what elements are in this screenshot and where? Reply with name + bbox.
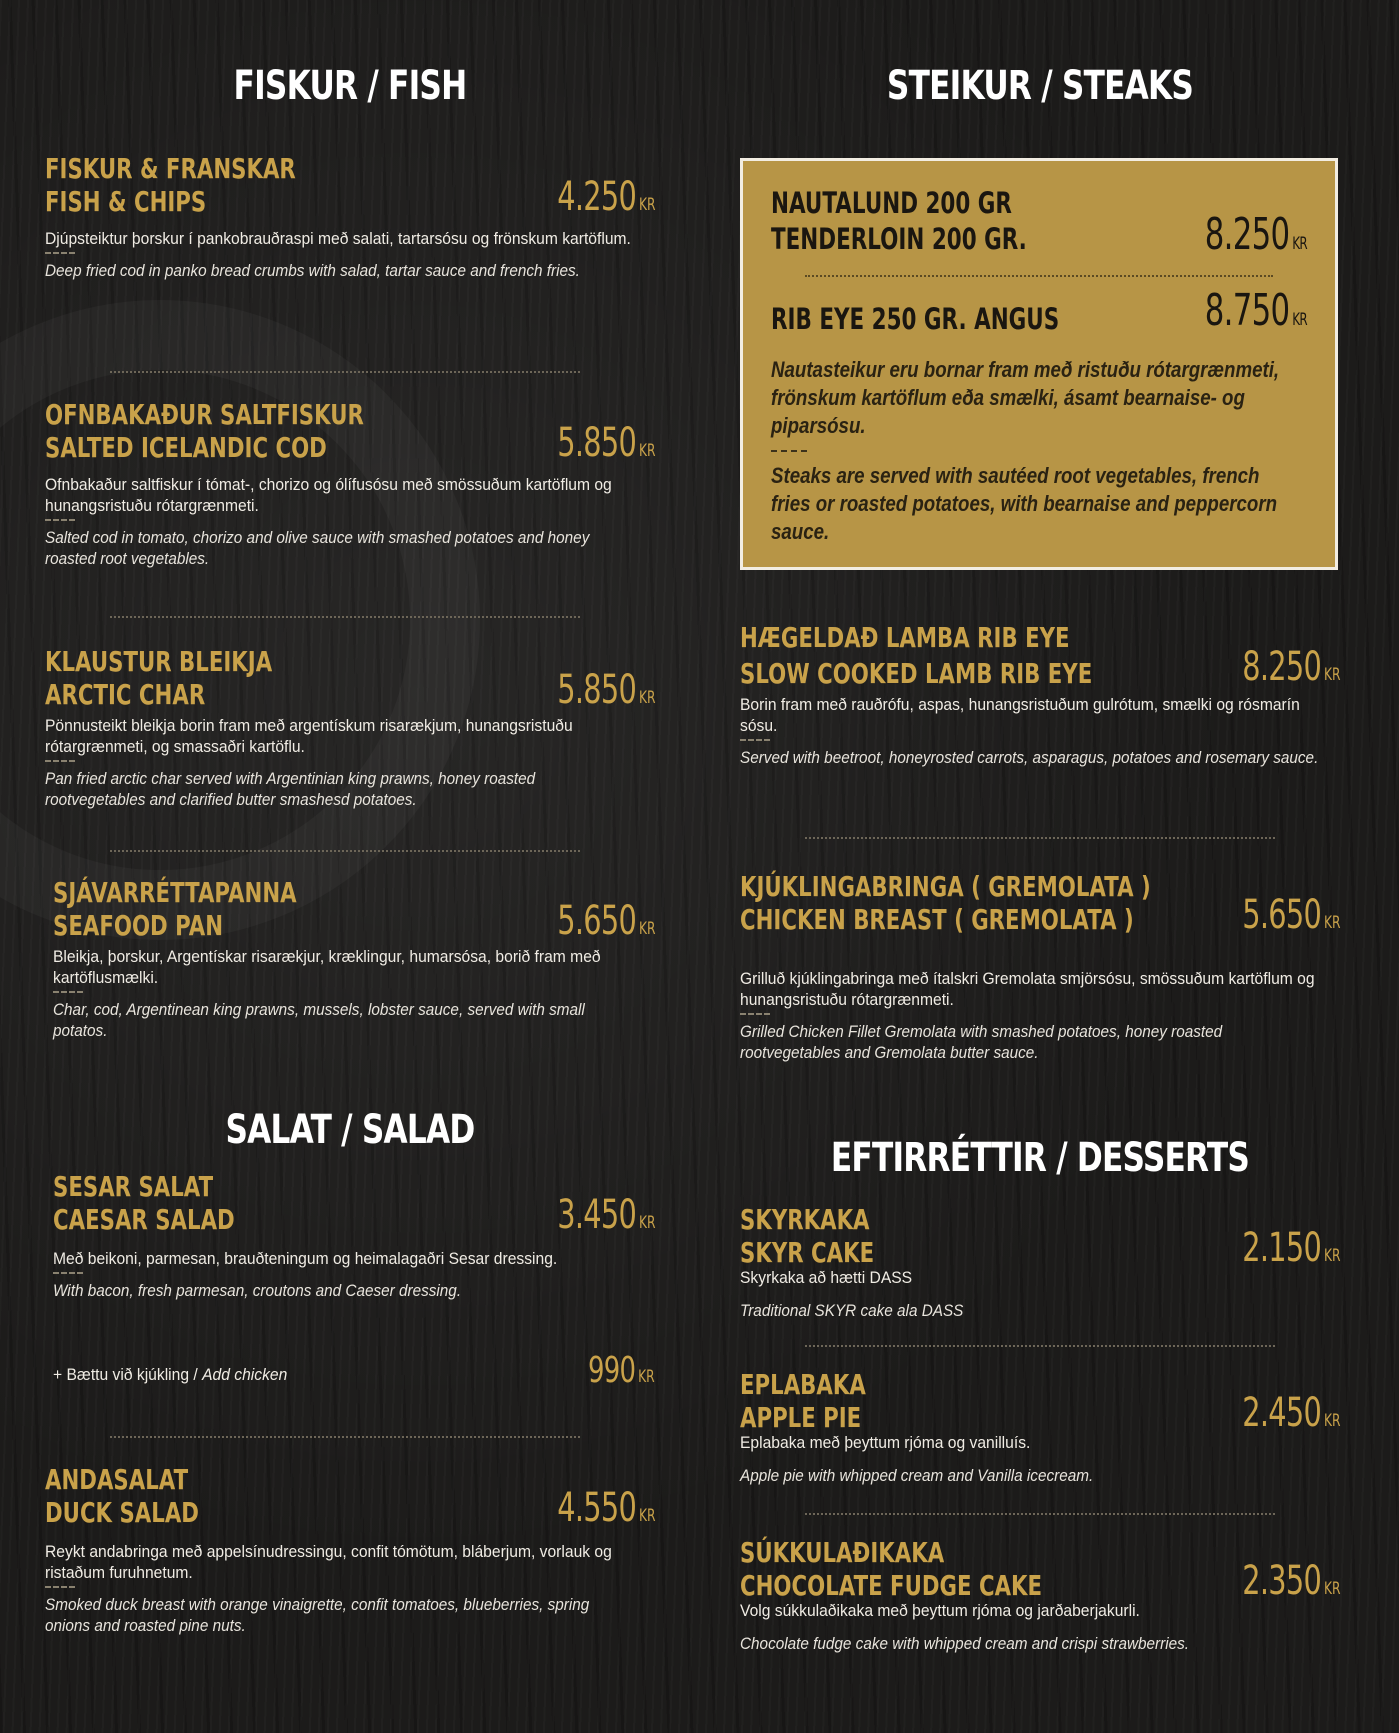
item-description-is: Grilluð kjúklingabringa með ítalskri Gremolata smjörsósu, smössuðum kartöflum og hunangsristuðu rótargrænmeti.: [740, 969, 1315, 1009]
item-description-en: Salted cod in tomato, chorizo and olive sauce with smashed potatoes and honey roasted root vegetables.: [45, 528, 590, 568]
item-description-is: Borin fram með rauðrófu, aspas, hunangsristuðum gulrótum, smælki og rósmarín sósu.: [740, 695, 1300, 735]
item-name-en: CHOCOLATE FUDGE CAKE: [740, 1569, 1043, 1602]
item-description-is: Með beikoni, parmesan, brauðteningum og heimalagaðri Sesar dressing.: [53, 1249, 558, 1268]
item-description-is: Djúpsteiktur þorskur í pankobrauðraspi með salati, tartarsósu og frönskum kartöflum.: [45, 229, 631, 248]
dash-separator: [45, 1586, 75, 1588]
item-description-en: Grilled Chicken Fillet Gremolata with smashed potatoes, honey roasted rootvegetables and Gremolata butter sauce.: [740, 1022, 1223, 1062]
item-description-en: Served with beetroot, honeyrosted carrots, asparagus, potatoes and rosemary sauce.: [740, 748, 1319, 767]
steak-description-is: Nautasteikur eru bornar fram með ristuðu rótargrænmeti, frönskum kartöflum eða smælki, ásamt bearnaise- og piparsósu.: [771, 357, 1280, 438]
item-price: 4.550 KR: [556, 1485, 655, 1531]
item-name-en: SEAFOOD PAN: [53, 909, 224, 942]
dotted-divider: [110, 1436, 580, 1438]
item-name-is: KJÚKLINGABRINGA ( GREMOLATA ): [740, 870, 1151, 903]
item-name-en: SKYR CAKE: [740, 1236, 875, 1269]
item-description-is: Pönnusteikt bleikja borin fram með argentískum risarækjum, hunangsristuðu rótargrænmeti, og smassaðri kartöflu.: [45, 716, 573, 756]
item-name-en: SALTED ICELANDIC COD: [45, 431, 327, 464]
menu-item-duck-salad: [45, 1463, 655, 1636]
item-price: 4.250 KR: [556, 174, 655, 220]
logo-watermark: [0, 300, 480, 940]
dotted-divider: [805, 837, 1275, 839]
item-price: 5.850 KR: [556, 420, 655, 466]
item-name-en: ARCTIC CHAR: [45, 678, 206, 711]
item-description-en: Smoked duck breast with orange vinaigrette, confit tomatoes, blueberries, spring onions and roasted pine nuts.: [45, 1595, 590, 1635]
item-name-is: SESAR SALAT: [53, 1170, 214, 1203]
menu-item-chicken-breast: [740, 870, 1340, 1063]
item-description-is: Bleikja, þorskur, Argentískar risarækjur, kræklingur, humarsósa, borið fram með kartöflusmælki.: [53, 947, 601, 987]
item-price: 5.650 KR: [1241, 892, 1340, 938]
item-name-en: SLOW COOKED LAMB RIB EYE: [740, 657, 1093, 690]
item-name-en: DUCK SALAD: [45, 1496, 199, 1529]
item-price: 3.450 KR: [556, 1192, 655, 1238]
item-name-en: CHICKEN BREAST ( GREMOLATA ): [740, 903, 1134, 936]
item-name-is: ANDASALAT: [45, 1463, 189, 1496]
menu-item-chocolate-cake: [740, 1536, 1340, 1654]
dotted-divider: [805, 275, 1273, 277]
item-description-is: Volg súkkulaðikaka með þeyttum rjóma og jarðaberjakurli.: [740, 1601, 1140, 1620]
item-description-is: Reykt andabringa með appelsínudressingu, confit tómötum, bláberjum, vorlauk og ristaðum furuhnetum.: [45, 1542, 612, 1582]
steak-price: 8.250 KR: [1204, 209, 1307, 260]
item-description-en: With bacon, fresh parmesan, croutons and Caeser dressing.: [53, 1281, 462, 1300]
item-name-en: FISH & CHIPS: [45, 185, 207, 218]
item-price: 2.450 KR: [1241, 1390, 1340, 1436]
item-price: 5.650 KR: [556, 898, 655, 944]
dash-separator: [45, 252, 75, 254]
item-name-is: EPLABAKA: [740, 1368, 866, 1401]
item-name-is: KLAUSTUR BLEIKJA: [45, 645, 273, 678]
item-description-en: Chocolate fudge cake with whipped cream and crispi strawberries.: [740, 1634, 1190, 1653]
dotted-divider: [110, 616, 580, 618]
dash-separator: [740, 739, 770, 741]
steak-name-is: NAUTALUND 200 GR: [771, 186, 1012, 220]
addon-price: 990 KR: [588, 1350, 655, 1391]
item-description-en: Char, cod, Argentinean king prawns, mussels, lobster sauce, served with small potatos.: [53, 1000, 585, 1040]
item-description-en: Traditional SKYR cake ala DASS: [740, 1301, 964, 1320]
steaks-section-title: STEIKUR / STEAKS: [886, 63, 1194, 109]
steak-ribeye-name: RIB EYE 250 GR. ANGUS: [771, 302, 1060, 336]
dotted-divider: [805, 1513, 1275, 1515]
item-name-is: SÚKKULAÐIKAKA: [740, 1536, 945, 1569]
item-description-en: Apple pie with whipped cream and Vanilla icecream.: [740, 1466, 1094, 1485]
addon-label: + Bættu við kjúkling / Add chicken: [53, 1365, 288, 1384]
item-description-is: Skyrkaka að hætti DASS: [740, 1268, 913, 1287]
item-name-is: SKYRKAKA: [740, 1203, 870, 1236]
dash-separator: [53, 991, 83, 993]
dotted-divider: [110, 850, 580, 852]
steak-ribeye-price: 8.750 KR: [1204, 285, 1307, 336]
menu-item-fish-chips: [45, 152, 655, 281]
dash-separator: [740, 1013, 770, 1015]
dotted-divider: [805, 1345, 1275, 1347]
item-description-is: Eplabaka með þeyttum rjóma og vanilluís.: [740, 1433, 1031, 1452]
dotted-divider: [110, 371, 580, 373]
dash-separator: [45, 760, 75, 762]
menu-item-skyr-cake: [740, 1203, 1340, 1321]
menu-item-lamb-rib-eye: [740, 620, 1340, 768]
item-price: 5.850 KR: [556, 667, 655, 713]
item-name-is: FISKUR & FRANSKAR: [45, 152, 296, 185]
item-name-is: OFNBAKAÐUR SALTFISKUR: [45, 398, 364, 431]
item-description-en: Deep fried cod in panko bread crumbs with salad, tartar sauce and french fries.: [45, 261, 580, 280]
item-price: 8.250 KR: [1241, 644, 1340, 690]
item-description-en: Pan fried arctic char served with Argentinian king prawns, honey roasted rootvegetables and clarified butter smashesd potatoes.: [45, 769, 536, 809]
menu-item-seafood-pan: [53, 876, 655, 1041]
menu-item-apple-pie: [740, 1368, 1340, 1486]
menu-item-salted-cod: [45, 398, 655, 569]
item-price: 2.150 KR: [1241, 1225, 1340, 1271]
desserts-section-title: EFTIRRÉTTIR / DESSERTS: [830, 1135, 1250, 1181]
item-name-en: CAESAR SALAD: [53, 1203, 235, 1236]
menu-item-caesar-salad: [53, 1170, 655, 1301]
item-price: 2.350 KR: [1241, 1558, 1340, 1604]
steak-description-en: Steaks are served with sautéed root vegetables, french fries or roasted potatoes, with bearnaise and peppercorn sauce.: [771, 463, 1278, 544]
dash-separator: [45, 519, 75, 521]
item-description-is: Ofnbakaður saltfiskur í tómat-, chorizo og ólífusósu með smössuðum kartöflum og hunangsristuðu rótargrænmeti.: [45, 475, 612, 515]
addon-add-chicken: [53, 1350, 655, 1391]
salad-section-title: SALAT / SALAD: [225, 1107, 475, 1153]
menu-item-arctic-char: [45, 645, 655, 810]
fish-section-title: FISKUR / FISH: [233, 63, 467, 109]
item-name-is: SJÁVARRÉTTAPANNA: [53, 876, 297, 909]
steak-name-en: TENDERLOIN 200 GR.: [771, 222, 1027, 256]
item-name-en: APPLE PIE: [740, 1401, 862, 1434]
steak-feature-box: [740, 158, 1338, 570]
dash-separator: [771, 450, 807, 452]
item-name-is: HÆGELDAÐ LAMBA RIB EYE: [740, 621, 1070, 654]
dash-separator: [53, 1272, 83, 1274]
